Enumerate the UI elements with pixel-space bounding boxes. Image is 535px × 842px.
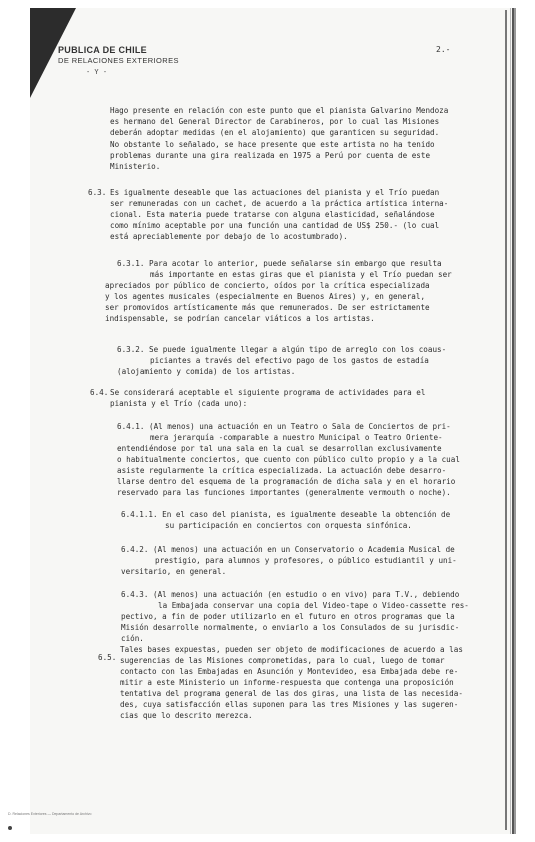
text-line: pianista y el Trío (cada uno): <box>110 399 248 408</box>
text-line: está apreciablemente por debajo de lo acostumbrado). <box>110 232 348 241</box>
text-line: No obstante lo señalado, se hace presente que este artista no ha tenido <box>110 140 435 149</box>
section-number: 6.3. <box>88 188 107 197</box>
text-line: 6.4.1. (Al menos) una actuación en un Teatro o Sala de Conciertos de pri- <box>117 422 451 431</box>
text-line: (alojamiento y comida) de los artistas. <box>117 367 296 376</box>
text-line: cional. Esta materia puede tratarse con alguna elasticidad, señalándose <box>110 210 435 219</box>
text-line: y los agentes musicales (especialmente en Buenos Aires) y, en general, <box>105 292 426 301</box>
text-line: pectivo, a fin de poder utilizarlo en el futuro en otros programas que la <box>121 612 455 621</box>
letterhead-country: PUBLICA DE CHILE <box>58 45 147 55</box>
text-line: entendiéndose por tal una sala en la cual se desarrollan exclusivamente <box>117 444 442 453</box>
text-line: mitir a este Ministerio un informe-respuesta que contenga una proposición <box>120 678 454 687</box>
text-line: Hago presente en relación con este punto que el pianista Galvarino Mendoza <box>110 106 449 115</box>
text-line: 6.4.3. (Al menos) una actuación (en estudio o en vivo) para T.V., debiendo <box>121 590 460 599</box>
text-line: Misión desarrolle normalmente, o enviarlo a los Consulados de su jurisdic- <box>121 623 460 632</box>
text-line: 6.4.1.1. En el caso del pianista, es igualmente deseable la obtención de <box>121 510 451 519</box>
page-edge <box>505 10 507 830</box>
letterhead-mark: - Y - <box>86 68 108 76</box>
text-line: des, cuya satisfacción ellas suponen para las tres Misiones y las sugeren- <box>120 700 459 709</box>
text-line: cias que lo descrito merezca. <box>120 711 253 720</box>
text-line: Tales bases expuestas, pueden ser objeto de modificaciones de acuerdo a las <box>120 645 463 654</box>
text-line: problemas durante una gira realizada en 1975 a Perú por cuenta de este <box>110 151 431 160</box>
text-line: Es igualmente deseable que las actuaciones del pianista y el Trío puedan <box>110 188 440 197</box>
text-line: ción. <box>121 634 144 643</box>
text-line: ser promovidos artísticamente más que remunerados. De ser estrictamente <box>105 303 430 312</box>
text-line: 6.3.2. Se puede igualmente llegar a algún tipo de arreglo con los coaus- <box>117 345 447 354</box>
text-line: contacto con las Embajadas en Asunción y Montevideo, esa Embajada debe re- <box>120 667 459 676</box>
text-line: como mínimo aceptable por una función una cantidad de US$ 250.- (lo cual <box>110 221 440 230</box>
page-number: 2.- <box>436 45 451 54</box>
page-edge-back <box>510 8 511 834</box>
text-line: prestigio, para alumnos y profesores, o público estudiantil y uni- <box>155 556 457 565</box>
text-line: más importante en estas giras que el pianista y el Trío puedan ser <box>150 270 452 279</box>
text-line: asiste regularmente la crítica especializada. La actuación debe desarro- <box>117 466 447 475</box>
text-line: indispensable, se podrían cancelar viáticos a los artistas. <box>105 314 375 323</box>
text-line: o habitualmente conciertos, que cuento con público culto propio y a la cual <box>117 455 460 464</box>
text-line: reservado para las funciones importantes (generalmente vermouth o noche). <box>117 488 451 497</box>
text-line: sugerencias de las Misiones comprometidas, para lo cual, luego de tomar <box>120 656 445 665</box>
text-line: Se considerará aceptable el siguiente programa de actividades para el <box>110 388 426 397</box>
text-line: 6.3.1. Para acotar lo anterior, puede señalarse sin embargo que resulta <box>117 259 442 268</box>
archive-footer: D. Relaciones Exteriores — Departamento de Archivo <box>8 812 92 816</box>
text-line: deberán adoptar medidas (en el alojamiento) que garanticen su seguridad. <box>110 128 440 137</box>
text-line: es hermano del General Director de Carabineros, por lo cual las Misiones <box>110 117 440 126</box>
text-line: 6.4.2. (Al menos) una actuación en un Conservatorio o Academia Musical de <box>121 545 455 554</box>
text-line: llarse dentro del esquema de la programación de dicha sala y en el horario <box>117 477 456 486</box>
text-line: la Embajada conservar una copia del Video-tape o Video-cassette res- <box>158 601 469 610</box>
text-line: Ministerio. <box>110 162 161 171</box>
text-line: su participación en conciertos con orquesta sinfónica. <box>165 521 412 530</box>
section-number: 6.5. <box>98 653 117 662</box>
text-line: versitario, en general. <box>121 567 227 576</box>
text-line: tentativa del programa general de las dos giras, una lista de las necesida- <box>120 689 463 698</box>
text-line: ser remuneradas con un cachet, de acuerdo a la práctica artística interna- <box>110 199 449 208</box>
section-number: 6.4. <box>90 388 109 397</box>
text-line: piciantes a través del efectivo pago de los gastos de estadía <box>150 356 429 365</box>
text-line: mera jerarquía -comparable a nuestro Municipal o Teatro Oriente- <box>150 433 443 442</box>
letterhead-ministry: DE RELACIONES EXTERIORES <box>58 56 179 65</box>
punch-hole <box>8 826 12 830</box>
text-line: apreciados por público de concierto, oídos por la crítica especializada <box>105 281 430 290</box>
